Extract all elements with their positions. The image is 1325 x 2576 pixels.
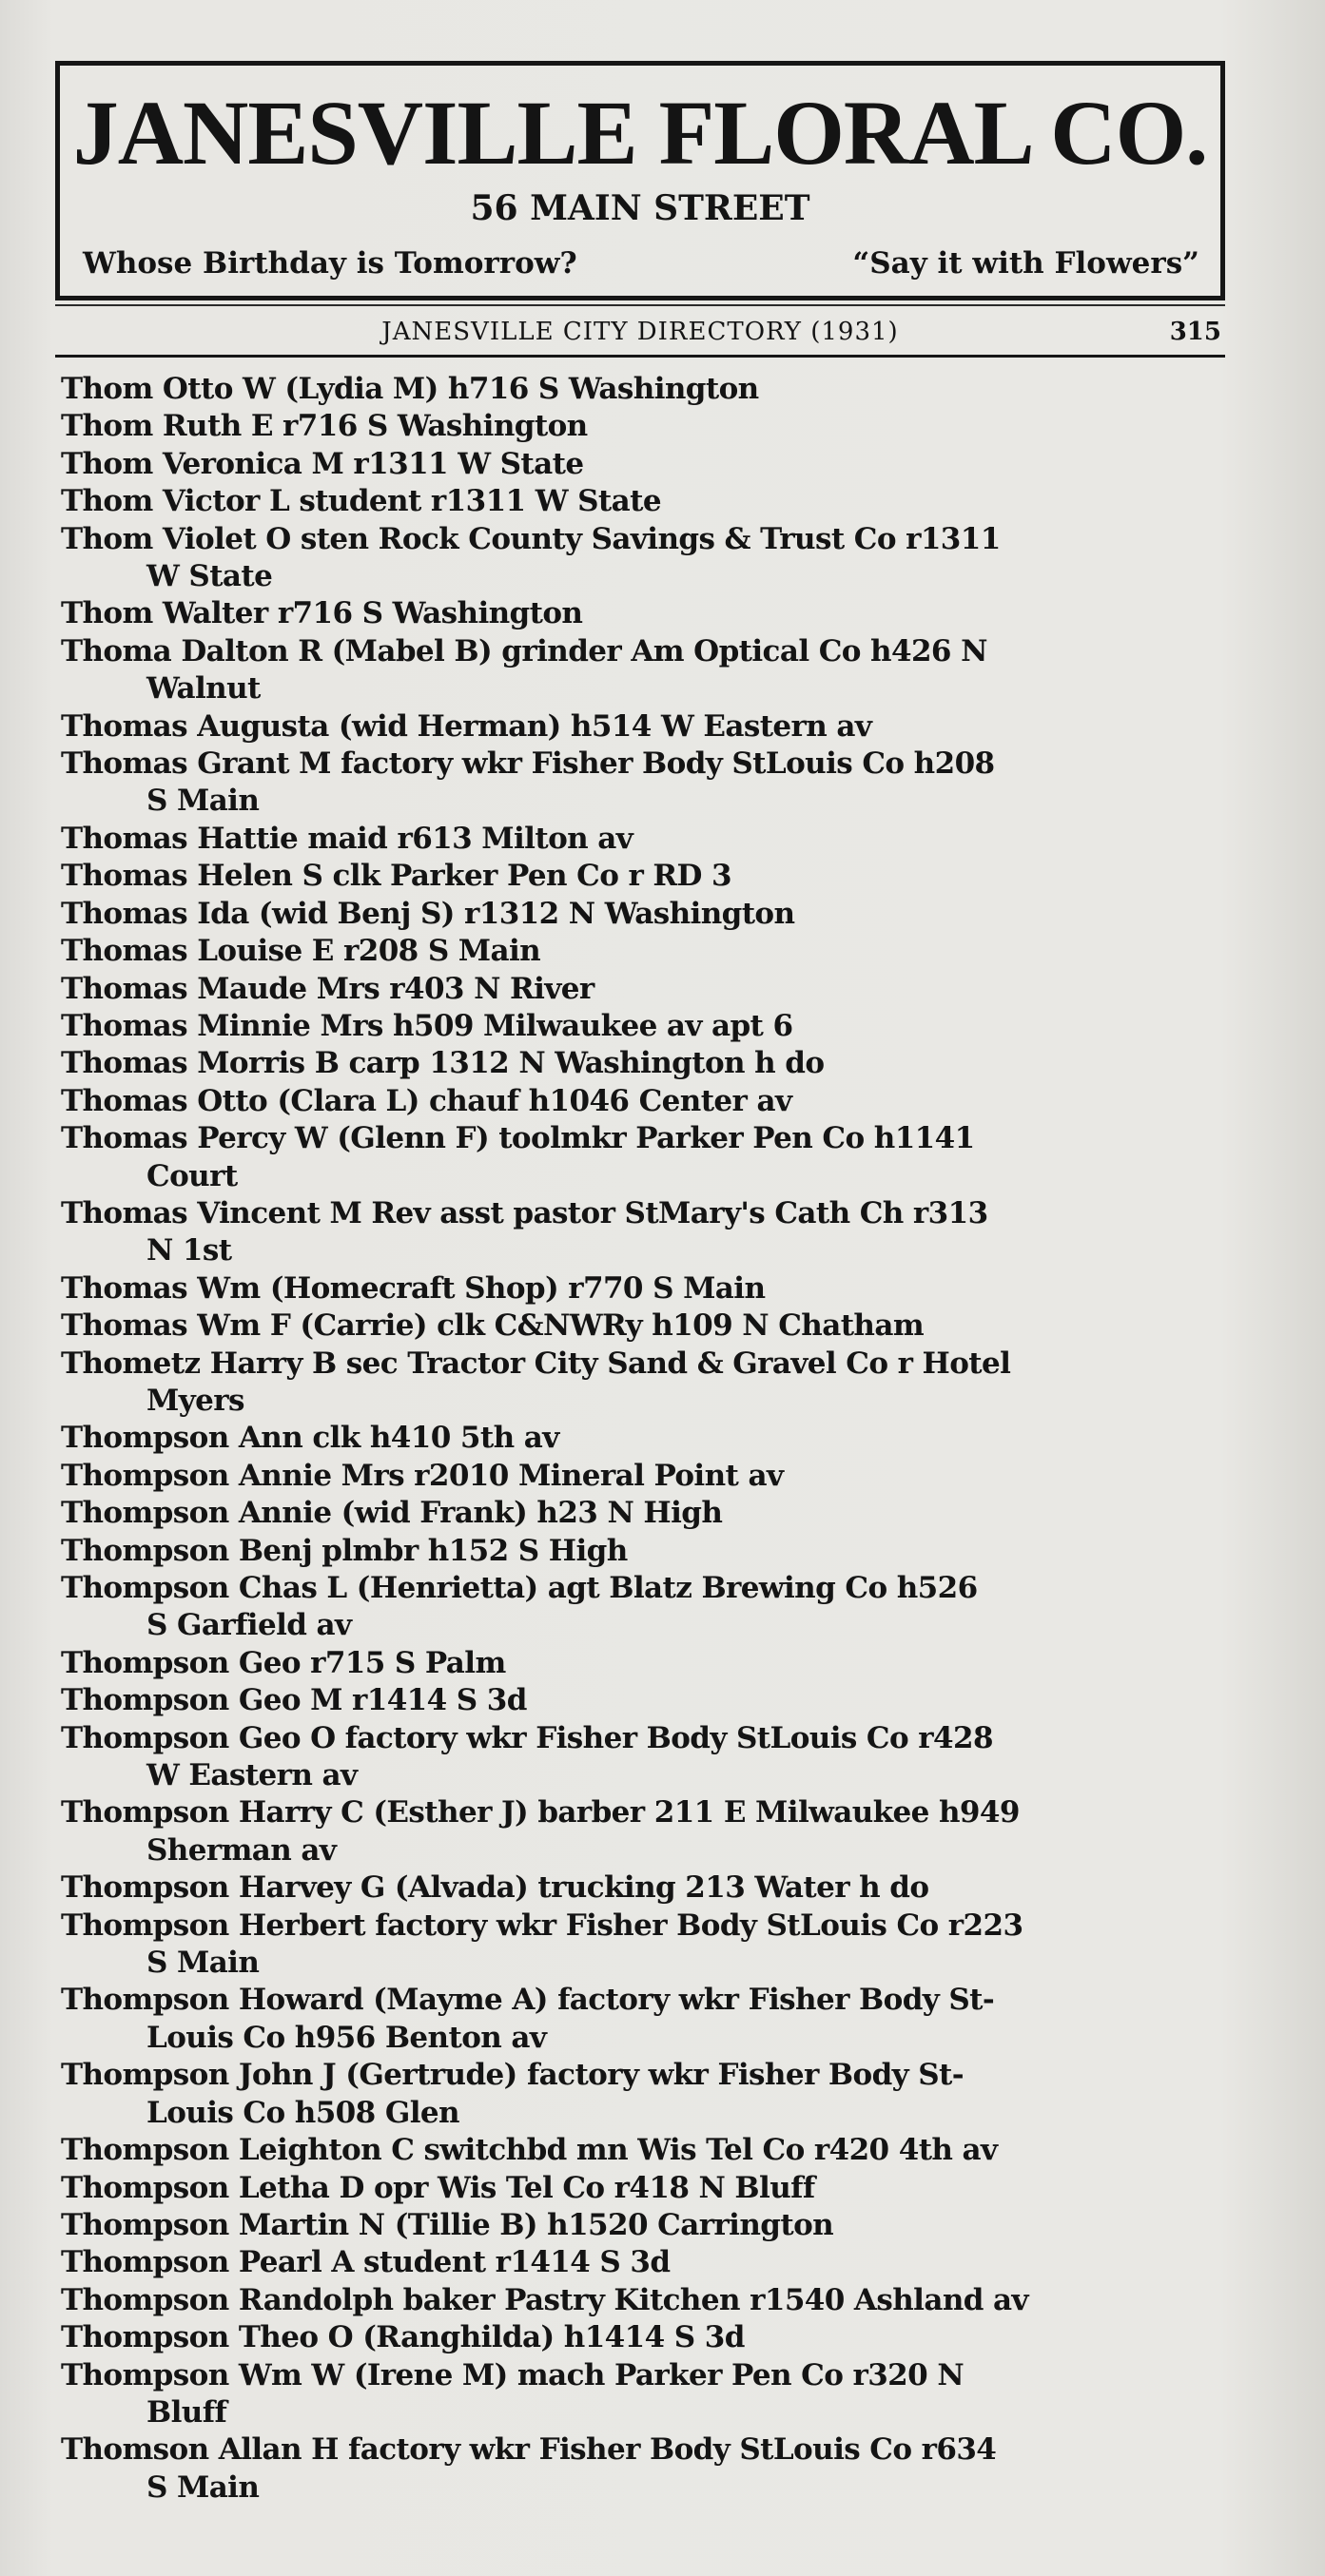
directory-entry [61, 1307, 1233, 1345]
directory-entry [61, 1495, 1233, 1532]
directory-entries [61, 371, 1233, 2507]
entry-continuation: Bluff [146, 2394, 227, 2430]
entry-continuation: N 1st [146, 1233, 232, 1269]
directory-entry [61, 1346, 1233, 1421]
entry-text: Thomas Grant M factory wkr Fisher Body StLouis Co h208 [61, 746, 995, 782]
directory-entry [61, 2244, 1233, 2281]
directory-entry [61, 521, 1233, 596]
entry-text: Thometz Harry B sec Tractor City Sand & Gravel Co r Hotel [61, 1346, 1011, 1381]
entry-text: Thomas Percy W (Glenn F) toolmkr Parker Pen Co h1141 [61, 1121, 975, 1156]
directory-entry [61, 633, 1233, 708]
entry-text: Thompson Geo O factory wkr Fisher Body StLouis Co r428 [61, 1720, 993, 1755]
directory-entry [61, 1908, 1233, 1983]
directory-entry [61, 971, 1233, 1008]
entry-text: Thompson Geo r715 S Palm [61, 1645, 506, 1680]
entry-text: Thom Violet O sten Rock County Savings & Trust Co r1311 [61, 521, 1001, 556]
ad-tagline-right: “Say it with Flowers” [852, 246, 1199, 281]
entry-text: Thomas Wm F (Carrie) clk C&NWRy h109 N Chatham [61, 1308, 925, 1344]
entry-text: Thom Victor L student r1311 W State [61, 484, 661, 519]
entry-continuation: S Main [146, 2469, 260, 2505]
running-header [55, 304, 1225, 358]
directory-entry [61, 1458, 1233, 1495]
directory-entry [61, 1420, 1233, 1457]
directory-entry [61, 371, 1233, 408]
entry-continuation: Sherman av [146, 1832, 337, 1868]
entry-continuation: W Eastern av [146, 1758, 358, 1793]
directory-entry [61, 933, 1233, 970]
entry-text: Thomas Minnie Mrs h509 Milwaukee av apt 6 [61, 1008, 793, 1043]
directory-entry [61, 1869, 1233, 1907]
directory-entry [61, 1982, 1233, 2057]
entry-text: Thom Ruth E r716 S Washington [61, 409, 588, 444]
directory-entry [61, 1083, 1233, 1120]
directory-entry [61, 821, 1233, 858]
entry-text: Thomas Augusta (wid Herman) h514 W Eastern av [61, 708, 872, 744]
ad-company-name: JANESVILLE FLORAL CO. [72, 82, 1208, 184]
entry-continuation: Louis Co h508 Glen [146, 2095, 459, 2130]
directory-entry [61, 1570, 1233, 1645]
ad-tagline-left: Whose Birthday is Tomorrow? [83, 246, 577, 281]
entry-text: Thompson Leighton C switchbd mn Wis Tel Co r420 4th av [61, 2133, 998, 2168]
directory-entry [61, 2282, 1233, 2319]
entry-continuation: Louis Co h956 Benton av [146, 2020, 547, 2055]
entry-text: Thomas Hattie maid r613 Milton av [61, 821, 633, 856]
entry-text: Thompson Harry C (Esther J) barber 211 E Milwaukee h949 [61, 1795, 1020, 1830]
entry-continuation: S Main [146, 1946, 260, 1981]
directory-entry [61, 1533, 1233, 1570]
directory-entry [61, 746, 1233, 821]
entry-text: Thompson Randolph baker Pastry Kitchen r1540 Ashland av [61, 2282, 1028, 2317]
entry-text: Thomas Otto (Clara L) chauf h1046 Center av [61, 1083, 792, 1118]
entry-text: Thomas Louise E r208 S Main [61, 934, 541, 969]
directory-entry [61, 2132, 1233, 2169]
entry-text: Thompson Geo M r1414 S 3d [61, 1683, 527, 1718]
directory-entry [61, 1195, 1233, 1270]
directory-entry [61, 2207, 1233, 2244]
entry-text: Thompson Harvey G (Alvada) trucking 213 Water h do [61, 1870, 929, 1906]
ad-address: 56 MAIN STREET [470, 188, 810, 228]
floral-advertisement [55, 61, 1225, 300]
entry-text: Thompson Annie (wid Frank) h23 N High [61, 1496, 723, 1531]
entry-text: Thomson Allan H factory wkr Fisher Body StLouis Co r634 [61, 2432, 997, 2468]
directory-entry [61, 1008, 1233, 1045]
directory-title: JANESVILLE CITY DIRECTORY (1931) [381, 318, 899, 346]
entry-continuation: Myers [146, 1383, 244, 1418]
entry-text: Thoma Dalton R (Mabel B) grinder Am Optical Co h426 N [61, 633, 987, 668]
entry-text: Thompson Ann clk h410 5th av [61, 1421, 559, 1456]
directory-entry [61, 1270, 1233, 1307]
entry-text: Thom Otto W (Lydia M) h716 S Washington [61, 372, 759, 406]
entry-continuation: W State [146, 559, 273, 594]
entry-text: Thompson Pearl A student r1414 S 3d [61, 2245, 671, 2280]
directory-entry [61, 896, 1233, 933]
entry-text: Thompson Letha D opr Wis Tel Co r418 N Bluff [61, 2170, 815, 2205]
entry-text: Thomas Vincent M Rev asst pastor StMary's Cath Ch r313 [61, 1195, 988, 1230]
entry-continuation: Court [146, 1158, 238, 1193]
directory-entry [61, 408, 1233, 445]
entry-text: Thompson Wm W (Irene M) mach Parker Pen Co r320 N [61, 2357, 965, 2392]
entry-text: Thom Veronica M r1311 W State [61, 446, 584, 481]
entry-text: Thompson Howard (Mayme A) factory wkr Fisher Body St- [61, 1983, 995, 2018]
entry-continuation: S Garfield av [146, 1608, 352, 1643]
entry-text: Thompson Herbert factory wkr Fisher Body StLouis Co r223 [61, 1908, 1023, 1943]
entry-text: Thompson Chas L (Henrietta) agt Blatz Brewing Co h526 [61, 1571, 978, 1605]
directory-entry [61, 1794, 1233, 1869]
directory-entry [61, 1645, 1233, 1682]
directory-entry [61, 1720, 1233, 1795]
directory-entry [61, 446, 1233, 483]
entry-continuation: Walnut [146, 671, 261, 707]
directory-entry [61, 1682, 1233, 1719]
entry-text: Thomas Morris B carp 1312 N Washington h do [61, 1046, 825, 1081]
entry-text: Thompson Theo O (Ranghilda) h1414 S 3d [61, 2320, 745, 2355]
entry-text: Thompson Martin N (Tillie B) h1520 Carrington [61, 2207, 834, 2242]
directory-entry [61, 858, 1233, 895]
directory-entry [61, 2431, 1233, 2507]
directory-entry [61, 483, 1233, 520]
entry-text: Thomas Helen S clk Parker Pen Co r RD 3 [61, 859, 731, 894]
entry-continuation: S Main [146, 784, 260, 819]
directory-entry [61, 595, 1233, 632]
directory-entry [61, 2057, 1233, 2132]
directory-entry [61, 1045, 1233, 1082]
page-number: 315 [1169, 318, 1221, 346]
entry-text: Thompson Annie Mrs r2010 Mineral Point av [61, 1458, 784, 1493]
entry-text: Thomas Maude Mrs r403 N River [61, 971, 594, 1006]
entry-text: Thompson Benj plmbr h152 S High [61, 1533, 628, 1568]
directory-entry [61, 2357, 1233, 2432]
directory-entry [61, 2170, 1233, 2207]
directory-entry [61, 2319, 1233, 2356]
entry-text: Thompson John J (Gertrude) factory wkr Fisher Body St- [61, 2058, 965, 2093]
entry-text: Thom Walter r716 S Washington [61, 596, 583, 631]
entry-text: Thomas Ida (wid Benj S) r1312 N Washington [61, 896, 795, 931]
directory-entry [61, 708, 1233, 746]
directory-entry [61, 1120, 1233, 1195]
entry-text: Thomas Wm (Homecraft Shop) r770 S Main [61, 1270, 766, 1306]
